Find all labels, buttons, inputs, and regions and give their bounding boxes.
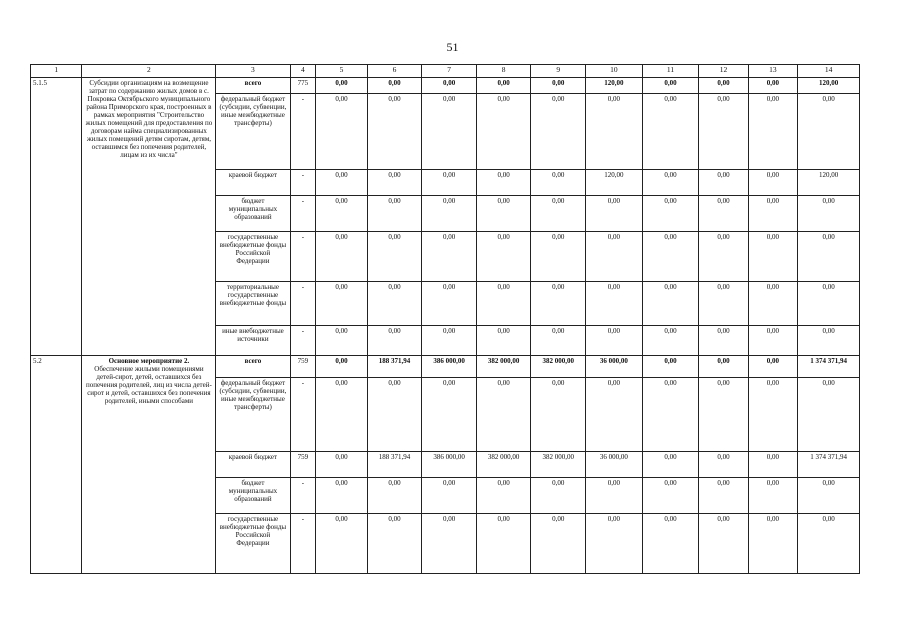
amount-cell: 0,00: [699, 356, 748, 378]
amount-cell: 0,00: [422, 326, 477, 356]
amount-cell: 0,00: [476, 282, 531, 326]
budget-code: 759: [290, 452, 316, 478]
amount-cell: 0,00: [476, 170, 531, 196]
amount-cell: 120,00: [798, 170, 860, 196]
amount-cell: 0,00: [367, 378, 422, 452]
amount-cell: 0,00: [367, 94, 422, 170]
amount-cell: 0,00: [798, 514, 860, 574]
column-number-cell: 11: [642, 65, 699, 78]
amount-cell: 0,00: [367, 326, 422, 356]
funding-source: краевой бюджет: [216, 452, 290, 478]
column-number-cell: 12: [699, 65, 748, 78]
funding-source: краевой бюджет: [216, 170, 290, 196]
amount-cell: 386 000,00: [422, 452, 477, 478]
amount-cell: 0,00: [476, 78, 531, 94]
amount-cell: 0,00: [748, 356, 797, 378]
amount-cell: 0,00: [316, 478, 367, 514]
column-number-cell: 13: [748, 65, 797, 78]
amount-cell: 1 374 371,94: [798, 452, 860, 478]
column-number-cell: 4: [290, 65, 316, 78]
budget-code: -: [290, 478, 316, 514]
amount-cell: 0,00: [798, 232, 860, 282]
amount-cell: 0,00: [748, 478, 797, 514]
amount-cell: 0,00: [748, 94, 797, 170]
amount-cell: 0,00: [748, 514, 797, 574]
amount-cell: 0,00: [699, 326, 748, 356]
amount-cell: 0,00: [316, 452, 367, 478]
budget-code: -: [290, 232, 316, 282]
amount-cell: 0,00: [699, 232, 748, 282]
column-number-cell: 2: [82, 65, 216, 78]
amount-cell: 0,00: [586, 94, 643, 170]
amount-cell: 0,00: [531, 232, 586, 282]
column-number-row: [31, 65, 860, 78]
amount-cell: 0,00: [699, 94, 748, 170]
amount-cell: 0,00: [699, 452, 748, 478]
budget-code: -: [290, 94, 316, 170]
amount-cell: 0,00: [531, 378, 586, 452]
amount-cell: 0,00: [531, 326, 586, 356]
funding-source: всего: [216, 356, 290, 378]
funding-source: государственные внебюджетные фонды Российской Федерации: [216, 514, 290, 574]
amount-cell: 0,00: [798, 94, 860, 170]
amount-cell: 0,00: [316, 196, 367, 232]
amount-cell: 0,00: [422, 478, 477, 514]
column-number-cell: 10: [586, 65, 643, 78]
table-row: [31, 356, 860, 378]
amount-cell: 0,00: [476, 94, 531, 170]
amount-cell: 0,00: [642, 94, 699, 170]
amount-cell: 0,00: [531, 514, 586, 574]
item-description-text: Обеспечение жилыми помещениями детей-сирот, детей, оставшихся без попечения родителей, лиц из числа детей-сирот и детей, оставшихся без попечения родителей, иными способами: [86, 365, 212, 406]
amount-cell: 0,00: [642, 478, 699, 514]
budget-code: 759: [290, 356, 316, 378]
funding-source: бюджет муниципальных образований: [216, 196, 290, 232]
amount-cell: 0,00: [642, 170, 699, 196]
amount-cell: 0,00: [748, 170, 797, 196]
amount-cell: 0,00: [476, 326, 531, 356]
amount-cell: 0,00: [642, 232, 699, 282]
amount-cell: 0,00: [586, 514, 643, 574]
item-number: 5.2: [31, 356, 82, 574]
amount-cell: 0,00: [316, 232, 367, 282]
amount-cell: 0,00: [422, 170, 477, 196]
amount-cell: 0,00: [367, 78, 422, 94]
amount-cell: 0,00: [699, 196, 748, 232]
column-number-cell: 6: [367, 65, 422, 78]
amount-cell: 382 000,00: [531, 356, 586, 378]
amount-cell: 0,00: [642, 196, 699, 232]
amount-cell: 0,00: [748, 378, 797, 452]
amount-cell: 0,00: [586, 326, 643, 356]
budget-table: [30, 64, 860, 574]
amount-cell: 0,00: [422, 232, 477, 282]
amount-cell: 0,00: [699, 170, 748, 196]
amount-cell: 0,00: [798, 478, 860, 514]
column-number-cell: 1: [31, 65, 82, 78]
amount-cell: 0,00: [422, 282, 477, 326]
amount-cell: 0,00: [316, 356, 367, 378]
budget-code: -: [290, 170, 316, 196]
amount-cell: 0,00: [642, 514, 699, 574]
budget-code: -: [290, 378, 316, 452]
amount-cell: 120,00: [798, 78, 860, 94]
amount-cell: 0,00: [748, 282, 797, 326]
amount-cell: 120,00: [586, 78, 643, 94]
amount-cell: 1 374 371,94: [798, 356, 860, 378]
amount-cell: 0,00: [642, 282, 699, 326]
amount-cell: 0,00: [642, 326, 699, 356]
amount-cell: 0,00: [699, 282, 748, 326]
item-description: [82, 356, 216, 574]
amount-cell: 0,00: [586, 282, 643, 326]
column-number-cell: 3: [216, 65, 290, 78]
amount-cell: 0,00: [476, 196, 531, 232]
amount-cell: 0,00: [642, 356, 699, 378]
funding-source: бюджет муниципальных образований: [216, 478, 290, 514]
funding-source: территориальные государственные внебюджетные фонды: [216, 282, 290, 326]
column-number-cell: 14: [798, 65, 860, 78]
funding-source: государственные внебюджетные фонды Российской Федерации: [216, 232, 290, 282]
amount-cell: 0,00: [531, 78, 586, 94]
funding-source: иные внебюджетные источники: [216, 326, 290, 356]
amount-cell: 0,00: [476, 232, 531, 282]
table-row: [31, 78, 860, 94]
page-number: 51: [446, 40, 459, 54]
amount-cell: 0,00: [531, 196, 586, 232]
amount-cell: 386 000,00: [422, 356, 477, 378]
amount-cell: 0,00: [316, 326, 367, 356]
amount-cell: 120,00: [586, 170, 643, 196]
amount-cell: 0,00: [586, 378, 643, 452]
amount-cell: 0,00: [798, 196, 860, 232]
amount-cell: 0,00: [316, 378, 367, 452]
amount-cell: 0,00: [586, 232, 643, 282]
amount-cell: 0,00: [476, 378, 531, 452]
amount-cell: 188 371,94: [367, 452, 422, 478]
item-description-text: Субсидии организациям на возмещение затрат по содержанию жилых домов в с. Покровка Октябрьского муниципального района Приморского края, построенных в рамках мероприятия "Строительство жилых помещений для предоставления по договорам найма специализированных жилых помещений детям сиротам, детям, оставшимся без попечения родителей, лицам из их числа": [85, 79, 213, 160]
budget-code: 775: [290, 78, 316, 94]
amount-cell: 0,00: [316, 514, 367, 574]
amount-cell: 0,00: [748, 326, 797, 356]
budget-code: -: [290, 326, 316, 356]
item-description: [82, 78, 216, 356]
amount-cell: 382 000,00: [531, 452, 586, 478]
amount-cell: 0,00: [748, 196, 797, 232]
amount-cell: 382 000,00: [476, 356, 531, 378]
amount-cell: 0,00: [531, 170, 586, 196]
amount-cell: 0,00: [748, 232, 797, 282]
amount-cell: 0,00: [316, 94, 367, 170]
column-number-cell: 5: [316, 65, 367, 78]
amount-cell: 0,00: [367, 514, 422, 574]
amount-cell: 0,00: [531, 94, 586, 170]
amount-cell: 0,00: [748, 78, 797, 94]
funding-source: всего: [216, 78, 290, 94]
amount-cell: 382 000,00: [476, 452, 531, 478]
amount-cell: 188 371,94: [367, 356, 422, 378]
funding-source: федеральный бюджет (субсидии, субвенции, иные межбюджетные трансферты): [216, 378, 290, 452]
amount-cell: 0,00: [422, 94, 477, 170]
amount-cell: 0,00: [798, 326, 860, 356]
budget-code: -: [290, 514, 316, 574]
amount-cell: 0,00: [586, 478, 643, 514]
amount-cell: 0,00: [316, 282, 367, 326]
amount-cell: 0,00: [586, 196, 643, 232]
amount-cell: 0,00: [422, 378, 477, 452]
amount-cell: 0,00: [531, 282, 586, 326]
amount-cell: 0,00: [642, 78, 699, 94]
amount-cell: 0,00: [699, 78, 748, 94]
item-title: Основное мероприятие 2.: [108, 357, 190, 365]
amount-cell: 0,00: [422, 78, 477, 94]
amount-cell: 0,00: [367, 196, 422, 232]
amount-cell: 36 000,00: [586, 452, 643, 478]
amount-cell: 0,00: [798, 378, 860, 452]
column-number-cell: 7: [422, 65, 477, 78]
amount-cell: 0,00: [642, 452, 699, 478]
amount-cell: 0,00: [367, 478, 422, 514]
funding-source: федеральный бюджет (субсидии, субвенции, иные межбюджетные трансферты): [216, 94, 290, 170]
budget-code: -: [290, 196, 316, 232]
item-number: 5.1.5: [31, 78, 82, 356]
amount-cell: 0,00: [642, 378, 699, 452]
amount-cell: 0,00: [531, 478, 586, 514]
amount-cell: 0,00: [699, 514, 748, 574]
amount-cell: 0,00: [699, 478, 748, 514]
amount-cell: 36 000,00: [586, 356, 643, 378]
amount-cell: 0,00: [476, 478, 531, 514]
amount-cell: 0,00: [422, 514, 477, 574]
amount-cell: 0,00: [367, 232, 422, 282]
amount-cell: 0,00: [699, 378, 748, 452]
budget-code: -: [290, 282, 316, 326]
column-number-cell: 8: [476, 65, 531, 78]
amount-cell: 0,00: [422, 196, 477, 232]
column-number-cell: 9: [531, 65, 586, 78]
amount-cell: 0,00: [798, 282, 860, 326]
amount-cell: 0,00: [748, 452, 797, 478]
amount-cell: 0,00: [476, 514, 531, 574]
amount-cell: 0,00: [367, 282, 422, 326]
amount-cell: 0,00: [367, 170, 422, 196]
amount-cell: 0,00: [316, 78, 367, 94]
amount-cell: 0,00: [316, 170, 367, 196]
